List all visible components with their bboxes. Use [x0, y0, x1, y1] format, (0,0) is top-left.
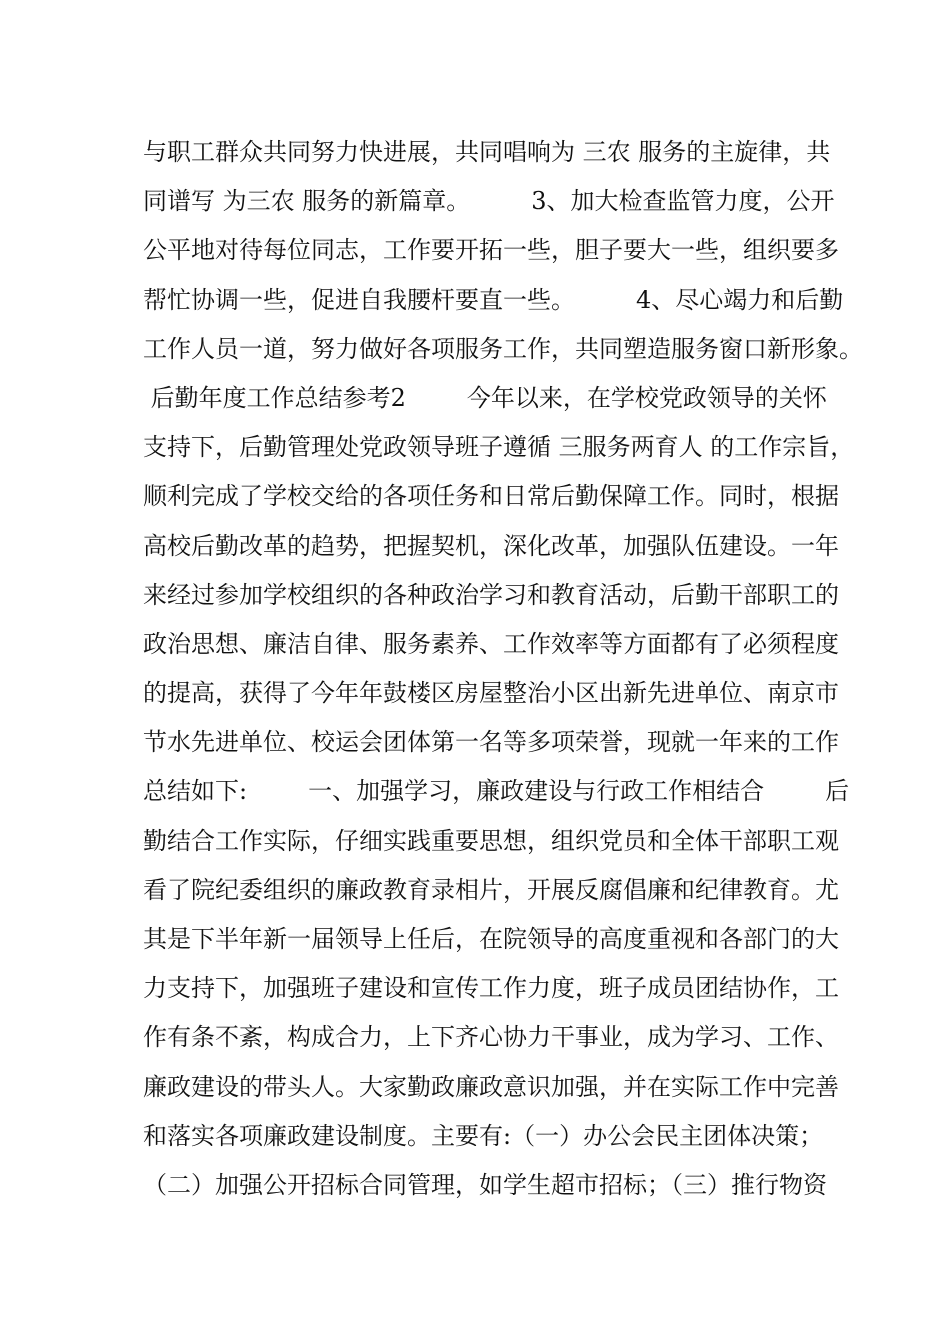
text-line: 勤结合工作实际，仔细实践重要思想，组织党员和全体干部职工观 — [143, 826, 839, 855]
text-line: 顺利完成了学校交给的各项任务和日常后勤保障工作。同时，根据 — [143, 482, 839, 511]
text-line: 的提高，获得了今年年鼓楼区房屋整治小区出新先进单位、南京市 — [143, 679, 839, 708]
text-line: 作有条不紊，构成合力，上下齐心协力干事业，成为学习、工作、 — [143, 1023, 839, 1052]
text-line: 政治思想、廉洁自律、服务素养、工作效率等方面都有了必须程度 — [143, 629, 839, 658]
text-line: 廉政建设的带头人。大家勤政廉政意识加强，并在实际工作中完善 — [143, 1072, 839, 1101]
text-line: 其是下半年新一届领导上任后，在院领导的高度重视和各部门的大 — [143, 925, 839, 953]
text-line: 工作人员一道，努力做好各项服务工作，共同塑造服务窗口新形象。 — [143, 334, 863, 363]
text-line: 和落实各项廉政建设制度。主要有:（一）办公会民主团体决策； — [143, 1121, 824, 1150]
text-line: 节水先进单位、校运会团体第一名等多项荣誉，现就一年来的工作 — [143, 728, 839, 757]
text-line: 力支持下，加强班子建设和宣传工作力度，班子成员团结协作，工 — [143, 974, 839, 1003]
text-line: 公平地对待每位同志，工作要开拓一些，胆子要大一些，组织要多 — [143, 236, 839, 265]
text-line: （二）加强公开招标合同管理，如学生超市招标；（三）推行物资 — [143, 1170, 827, 1199]
text-line: 来经过参加学校组织的各种政治学习和教育活动，后勤干部职工的 — [143, 580, 839, 609]
text-line: 后勤年度工作总结参考2 今年以来，在学校党政领导的关怀 — [143, 383, 827, 412]
text-line: 高校后勤改革的趋势，把握契机，深化改革，加强队伍建设。一年 — [143, 531, 839, 560]
body-text — [143, 128, 863, 1210]
text-line: 与职工群众共同努力快进展，共同唱响为 三农 服务的主旋律，共 — [143, 138, 831, 166]
text-line: 帮忙协调一些，促进自我腰杆要直一些。 4、尽心竭力和后勤 — [143, 285, 844, 314]
text-line: 支持下，后勤管理处党政领导班子遵循 三服务两育人 的工作宗旨， — [143, 433, 855, 462]
text-line: 总结如下: 一、加强学习，廉政建设与行政工作相结合 后 — [143, 777, 850, 806]
text-line: 同谱写 为三农 服务的新篇章。 3、加大检查监管力度，公开 — [143, 187, 835, 216]
text-line: 看了院纪委组织的廉政教育录相片，开展反腐倡廉和纪律教育。尤 — [143, 875, 839, 904]
